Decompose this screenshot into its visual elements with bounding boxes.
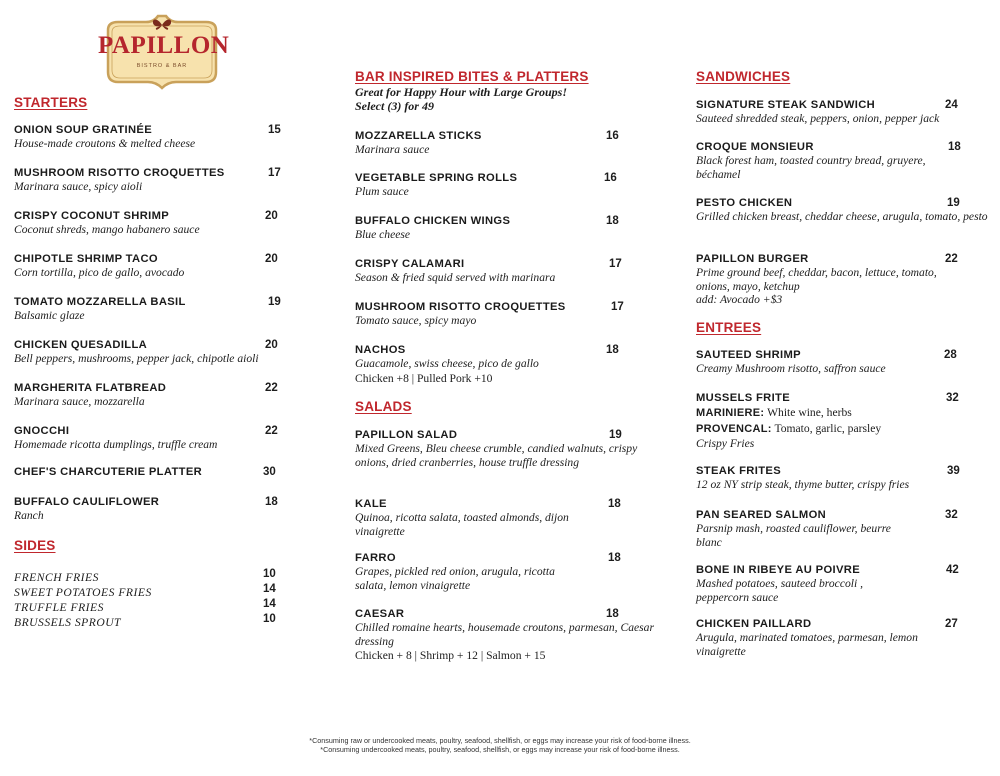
item-name: MOZZARELLA STICKS — [355, 130, 482, 142]
food-safety-disclaimer-2: *Consuming undercooked meats, poultry, seafood, shellfish, or eggs may increase your risk of food-borne illness. — [320, 745, 680, 754]
item-name: VEGETABLE SPRING ROLLS — [355, 172, 518, 184]
item-description: Grapes, pickled red onion, arugula, ricotta salata, lemon vinaigrette — [355, 565, 555, 592]
item-addons: Chicken +8 | Pulled Pork +10 — [355, 371, 493, 385]
item-price: 18 — [948, 141, 961, 153]
menu-item — [355, 214, 655, 242]
item-price: 16 — [604, 172, 617, 184]
side-item — [14, 583, 286, 598]
item-price: 24 — [945, 99, 958, 111]
salads-heading: SALADS — [355, 399, 412, 414]
option-label: PROVENCAL: — [696, 423, 772, 435]
bites-subtitle-2: Select (3) for 49 — [355, 99, 434, 113]
menu-item — [355, 171, 655, 199]
item-name: ONION SOUP GRATINÉE — [14, 124, 153, 136]
mussels-option-1 — [696, 405, 991, 421]
item-name: FARRO — [355, 552, 396, 564]
side-price: 14 — [263, 598, 276, 610]
item-price: 18 — [608, 498, 621, 510]
item-description: Black forest ham, toasted country bread, gruyere, béchamel — [696, 154, 926, 181]
menu-item — [355, 257, 655, 285]
menu-item — [14, 465, 286, 479]
item-description: Season & fried squid served with marinara — [355, 271, 556, 284]
item-price: 27 — [945, 618, 958, 630]
side-name: TRUFFLE FRIES — [14, 601, 104, 614]
menu-item — [696, 252, 991, 307]
item-description: Arugula, marinated tomatoes, parmesan, lemon vinaigrette — [696, 631, 918, 658]
item-price: 18 — [606, 344, 619, 356]
item-name: STEAK FRITES — [696, 465, 782, 477]
bites-subtitle-1: Great for Happy Hour with Large Groups! — [355, 85, 568, 99]
entrees-heading: ENTREES — [696, 320, 762, 335]
item-price: 20 — [265, 339, 278, 351]
menu-item — [14, 209, 286, 237]
item-name: CHICKEN QUESADILLA — [14, 339, 148, 351]
item-description: Marinara sauce, spicy aioli — [14, 180, 143, 193]
item-description: Parsnip mash, roasted cauliflower, beurre blanc — [696, 522, 891, 549]
item-name: PAPILLON BURGER — [696, 253, 809, 265]
item-price: 22 — [945, 253, 958, 265]
item-description: Plum sauce — [355, 185, 409, 198]
item-description: Balsamic glaze — [14, 309, 85, 322]
item-description: Mixed Greens, Bleu cheese crumble, candied walnuts, crispy onions, dried cranberries, house truffle dressing — [355, 442, 638, 469]
item-name: CRISPY CALAMARI — [355, 258, 465, 270]
menu-item — [14, 338, 286, 366]
item-price: 42 — [946, 564, 959, 576]
item-price: 30 — [263, 466, 276, 478]
option-text: Tomato, garlic, parsley — [774, 422, 882, 435]
side-item — [14, 598, 286, 613]
sides-heading: SIDES — [14, 538, 56, 553]
item-name: MUSHROOM RISOTTO CROQUETTES — [355, 301, 566, 313]
item-name: CHICKEN PAILLARD — [696, 618, 812, 630]
menu-item — [696, 508, 991, 549]
item-name: BUFFALO CHICKEN WINGS — [355, 215, 511, 227]
item-price: 22 — [265, 425, 278, 437]
menu-item — [355, 343, 655, 386]
food-safety-disclaimer-1: *Consuming raw or undercooked meats, poultry, seafood, shellfish, or eggs may increase your risk of food-borne illness. — [309, 736, 691, 745]
item-name: PESTO CHICKEN — [696, 197, 793, 209]
item-name: CHIPOTLE SHRIMP TACO — [14, 253, 158, 265]
menu-item — [355, 607, 655, 663]
item-price: 17 — [268, 167, 281, 179]
item-addons: add: Avocado +$3 — [696, 293, 783, 306]
menu-item — [355, 300, 655, 328]
item-name: MARGHERITA FLATBREAD — [14, 382, 167, 394]
side-item — [14, 613, 286, 628]
item-description: House-made croutons & melted cheese — [14, 137, 196, 150]
mussels-option-2 — [696, 421, 991, 437]
item-description: Tomato sauce, spicy mayo — [355, 314, 477, 327]
item-description: Guacamole, swiss cheese, pico de gallo — [355, 357, 539, 370]
menu-item — [14, 166, 286, 194]
menu-item — [14, 252, 286, 280]
item-price: 16 — [606, 130, 619, 142]
menu-item — [14, 381, 286, 409]
side-name: SWEET POTATOES FRIES — [14, 586, 152, 599]
side-name: BRUSSELS SPROUT — [14, 616, 122, 629]
item-name: BUFFALO CAULIFLOWER — [14, 496, 160, 508]
menu-item — [14, 495, 286, 523]
menu-item — [696, 98, 991, 126]
menu-item — [696, 464, 991, 492]
side-name: FRENCH FRIES — [14, 571, 99, 584]
menu-item — [355, 129, 655, 157]
menu-item — [696, 348, 991, 376]
item-description: Corn tortilla, pico de gallo, avocado — [14, 266, 185, 279]
item-addons: Chicken + 8 | Shrimp + 12 | Salmon + 15 — [355, 649, 546, 662]
item-description: Creamy Mushroom risotto, saffron sauce — [696, 362, 886, 375]
menu-item — [696, 563, 991, 604]
menu-item — [696, 140, 991, 181]
item-price: 19 — [268, 296, 281, 308]
item-price: 18 — [606, 608, 619, 620]
menu-item — [14, 123, 286, 151]
item-name: PAN SEARED SALMON — [696, 509, 827, 521]
menu-item — [696, 617, 991, 658]
item-description: Bell peppers, mushrooms, pepper jack, chipotle aioli — [14, 352, 259, 365]
menu-item — [355, 497, 655, 538]
item-description: Quinoa, ricotta salata, toasted almonds, dijon vinaigrette — [355, 511, 569, 538]
item-name: KALE — [355, 498, 387, 510]
item-name: CHEF'S CHARCUTERIE PLATTER — [14, 466, 203, 478]
item-description: Marinara sauce — [355, 143, 430, 156]
side-price: 14 — [263, 583, 276, 595]
menu-item — [696, 391, 991, 451]
side-price: 10 — [263, 568, 276, 580]
item-name: CRISPY COCONUT SHRIMP — [14, 210, 170, 222]
butterfly-icon — [150, 18, 174, 32]
item-price: 39 — [947, 465, 960, 477]
item-name: MUSSELS FRITE — [696, 392, 791, 404]
side-price: 10 — [263, 613, 276, 625]
item-price: 18 — [265, 496, 278, 508]
item-description: Chilled romaine hearts, housemade croutons, parmesan, Caesar dressing — [355, 621, 654, 648]
option-text: White wine, herbs — [767, 406, 852, 419]
item-price: 32 — [946, 392, 959, 404]
item-description: Blue cheese — [355, 228, 411, 241]
item-description: Prime ground beef, cheddar, bacon, lettuce, tomato, onions, mayo, ketchup — [696, 266, 937, 293]
item-name: GNOCCHI — [14, 425, 70, 437]
sandwiches-heading: SANDWICHES — [696, 69, 791, 84]
item-description: Ranch — [14, 509, 44, 522]
item-description: Mashed potatoes, sauteed broccoli , peppercorn sauce — [696, 577, 864, 604]
item-price: 17 — [611, 301, 624, 313]
item-name: CROQUE MONSIEUR — [696, 141, 814, 153]
item-name: SIGNATURE STEAK SANDWICH — [696, 99, 876, 111]
logo-title: PAPILLON — [98, 32, 230, 59]
menu-item — [355, 428, 655, 469]
item-description: Crispy Fries — [696, 437, 755, 450]
item-name: NACHOS — [355, 344, 406, 356]
item-price: 17 — [609, 258, 622, 270]
item-price: 18 — [608, 552, 621, 564]
menu-item — [355, 551, 655, 592]
item-name: TOMATO MOZZARELLA BASIL — [14, 296, 186, 308]
item-price: 28 — [944, 349, 957, 361]
starters-heading: STARTERS — [14, 95, 88, 110]
item-price: 20 — [265, 253, 278, 265]
item-price: 18 — [606, 215, 619, 227]
item-price: 15 — [268, 124, 281, 136]
item-price: 32 — [945, 509, 958, 521]
option-label: MARINIERE: — [696, 407, 765, 419]
item-description: Sauteed shredded steak, peppers, onion, pepper jack — [696, 112, 940, 125]
item-name: CAESAR — [355, 608, 405, 620]
item-name: PAPILLON SALAD — [355, 429, 458, 441]
item-description: Grilled chicken breast, cheddar cheese, arugula, tomato, pesto — [696, 210, 988, 223]
item-price: 20 — [265, 210, 278, 222]
menu-item — [696, 196, 991, 224]
side-item — [14, 568, 286, 583]
item-description: Marinara sauce, mozzarella — [14, 395, 145, 408]
item-price: 19 — [609, 429, 622, 441]
bites-heading: BAR INSPIRED BITES & PLATTERS — [355, 69, 589, 84]
item-name: BONE IN RIBEYE AU POIVRE — [696, 564, 861, 576]
item-price: 19 — [947, 197, 960, 209]
item-price: 22 — [265, 382, 278, 394]
menu-item — [14, 295, 286, 323]
item-description: 12 oz NY strip steak, thyme butter, crispy fries — [696, 478, 910, 491]
logo-subtitle: BISTRO & BAR — [136, 63, 188, 69]
item-name: SAUTEED SHRIMP — [696, 349, 801, 361]
papillon-logo — [98, 14, 230, 90]
menu-item — [14, 424, 286, 452]
item-description: Homemade ricotta dumplings, truffle cream — [14, 438, 218, 451]
item-name: MUSHROOM RISOTTO CROQUETTES — [14, 167, 225, 179]
item-description: Coconut shreds, mango habanero sauce — [14, 223, 200, 236]
